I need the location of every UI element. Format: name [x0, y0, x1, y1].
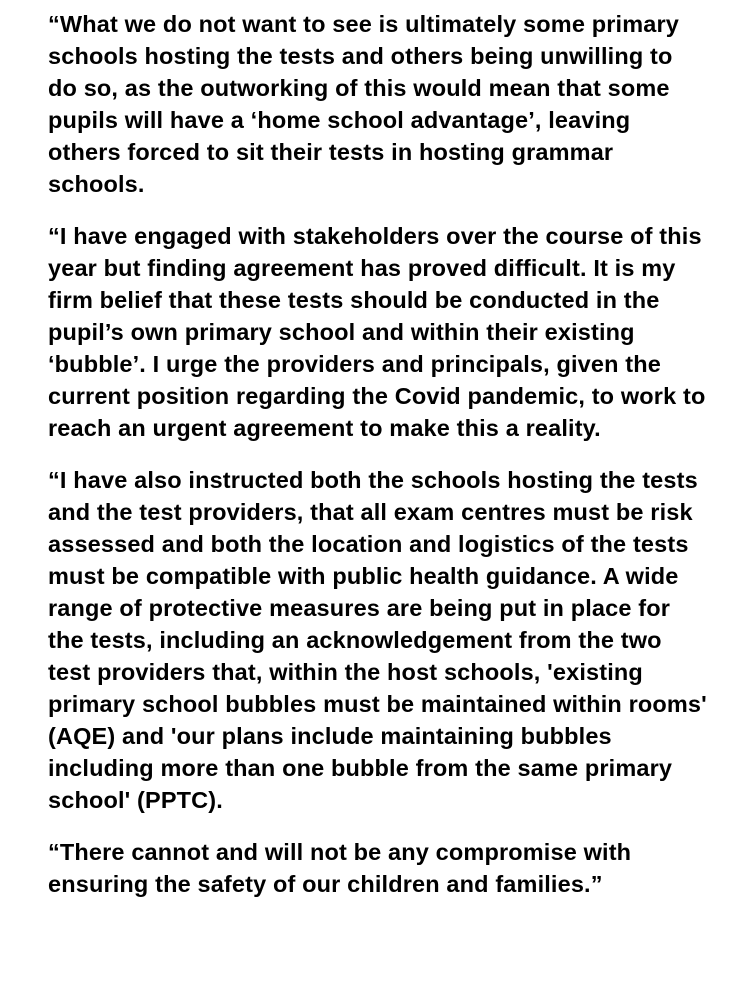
paragraph-stakeholder-engagement: “I have engaged with stakeholders over the course of this year but finding agreement has proved difficult. It is my firm belief that these tests should be conducted in the pupil’s own primary school and within their existing ‘bubble’. I urge the providers and principals, given the current position regarding the Covid pandemic, to work to reach an urgent agreement to make this a reality. [48, 223, 706, 441]
paragraph-no-compromise: “There cannot and will not be any compromise with ensuring the safety of our children and families.” [48, 839, 632, 897]
paragraph-home-school-advantage: “What we do not want to see is ultimately some primary schools hosting the tests and others being unwilling to do so, as the outworking of this would mean that some pupils will have a ‘home school advantage’, leaving others forced to sit their tests in hosting grammar schools. [48, 11, 679, 197]
paragraph-protective-measures: “I have also instructed both the schools hosting the tests and the test providers, that all exam centres must be risk assessed and both the location and logistics of the tests must be compatible with public health guidance. A wide range of protective measures are being put in place for the tests, including an acknowledgement from the two test providers that, within the host schools, 'existing primary school bubbles must be maintained within rooms' (AQE) and 'our plans include maintaining bubbles including more than one bubble from the same primary school' (PPTC). [48, 467, 707, 813]
document-body [48, 8, 708, 900]
